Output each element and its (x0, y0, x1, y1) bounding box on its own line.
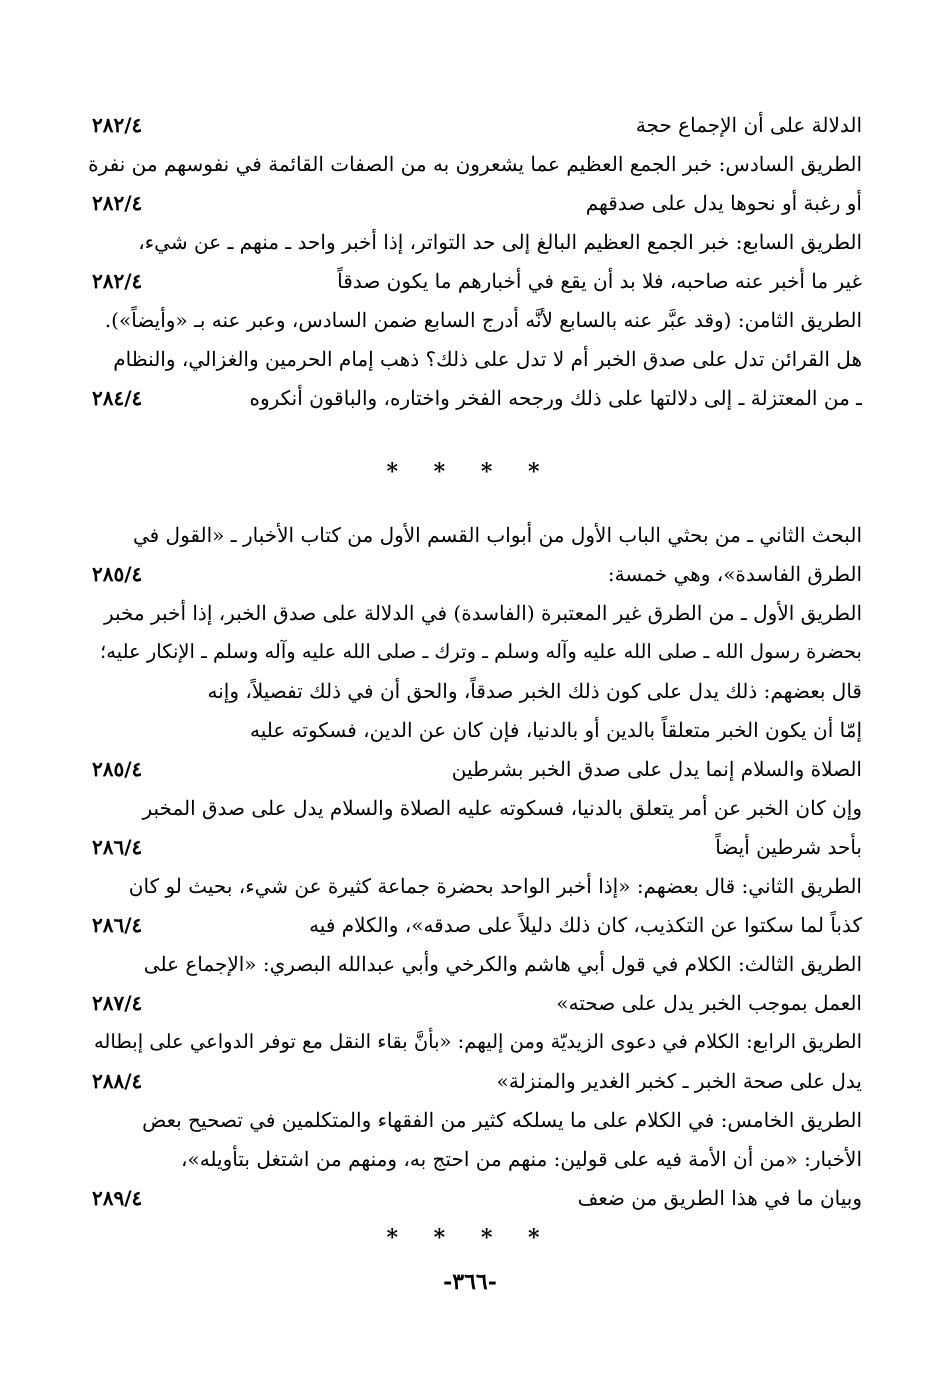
text-line (82, 983, 862, 1023)
line-text: الطريق السادس: خبر الجمع العظيم عما يشعرون به من الصفات القائمة في نفوسهم من نفرة (88, 152, 862, 176)
line-text: إمّا أن يكون الخبر متعلقاً بالدين أو بالدنيا، فإن كان عن الدين، فسكوته عليه (250, 718, 862, 742)
line-text: الطريق الخامس: في الكلام على ما يسلكه كثير من الفقهاء والمتكلمين في تصحيح بعض (142, 1108, 862, 1132)
line-text: الصلاة والسلام إنما يدل على صدق الخبر بشرطين (451, 757, 862, 781)
line-text: ـ من المعتزلة ـ إلى دلالتها على ذلك ورجحه الفخر واختاره، والباقون أنكروه (249, 386, 862, 410)
line-text: الدلالة على أن الإجماع حجة (635, 113, 862, 137)
page-reference: ٢٨٥/٤ (92, 757, 143, 781)
line-text: غير ما أخبر عنه صاحبه، فلا بد أن يقع في أخبارهم ما يكون صدقاً (337, 269, 862, 293)
text-line (82, 378, 862, 418)
page-reference: ٢٨٧/٤ (92, 991, 143, 1015)
text-line (82, 827, 862, 867)
text-line (82, 144, 862, 184)
text-line (82, 671, 862, 711)
page-reference: ٢٨٢/٤ (92, 113, 143, 137)
line-text: الطريق السابع: خبر الجمع العظيم البالغ إلى حد التواتر، إذا أخبر واحد ـ منهم ـ عن شيء، (138, 230, 862, 254)
text-line (82, 1061, 862, 1101)
line-text: وإن كان الخبر عن أمر يتعلق بالدنيا، فسكوته عليه الصلاة والسلام يدل على صدق المخبر (142, 796, 862, 820)
page-number: -٣٦٦- (443, 1269, 497, 1295)
line-text: هل القرائن تدل على صدق الخبر أم لا تدل على ذلك؟ ذهب إمام الحرمين والغزالي، والنظام (113, 347, 862, 371)
line-text: العمل بموجب الخبر يدل على صحته» (556, 991, 862, 1015)
text-line (82, 710, 862, 750)
page-reference: ٢٨٨/٤ (92, 1069, 143, 1093)
line-text: الطريق الثامن: (وقد عبَّر عنه بالسابع لأنَّه أدرج السابع ضمن السادس، وعبر عنه بـ «وأيضاً»). (104, 308, 862, 332)
line-text: أو رغبة أو نحوها يدل على صدقهم (585, 191, 862, 215)
text-line (82, 300, 862, 340)
page-reference: ٢٨٩/٤ (92, 1186, 143, 1210)
separator-stars-1: * * * * (386, 459, 554, 485)
text-line (82, 749, 862, 789)
text-line (82, 515, 862, 555)
text-line (82, 105, 862, 145)
line-text: بأحد شرطين أيضاً (715, 835, 862, 859)
text-line (82, 1178, 862, 1218)
text-line (82, 183, 862, 223)
line-text: الطرق الفاسدة»، وهي خمسة: (607, 562, 862, 586)
text-line (82, 1022, 862, 1062)
text-line (82, 1100, 862, 1140)
line-text: الطريق الثاني: قال بعضهم: «إذا أخبر الواحد بحضرة جماعة كثيرة عن شيء، بحيث لو كان (128, 874, 862, 898)
separator-stars-2: * * * * (386, 1225, 554, 1251)
line-text: وبيان ما في هذا الطريق من ضعف (577, 1186, 862, 1210)
text-line (82, 632, 862, 672)
text-line (82, 261, 862, 301)
line-text: كذباً لما سكتوا عن التكذيب، كان ذلك دليلاً على صدقه»، والكلام فيه (309, 913, 862, 937)
text-line (82, 593, 862, 633)
page-reference: ٢٨٤/٤ (92, 386, 143, 410)
page-reference: ٢٨٦/٤ (92, 835, 143, 859)
page-reference: ٢٨٢/٤ (92, 191, 143, 215)
text-line (82, 1139, 862, 1179)
text-line (82, 554, 862, 594)
line-text: قال بعضهم: ذلك يدل على كون ذلك الخبر صدقاً، والحق أن في ذلك تفصيلاً، وإنه (207, 679, 862, 703)
line-text: الطريق الثالث: الكلام في قول أبي هاشم والكرخي وأبي عبدالله البصري: «الإجماع على (143, 952, 862, 976)
page-reference: ٢٨٦/٤ (92, 913, 143, 937)
line-text: بحضرة رسول الله ـ صلى الله عليه وآله وسلم ـ وترك ـ صلى الله عليه وآله وسلم ـ الإنكار عليه؛ (100, 640, 862, 663)
text-line (82, 788, 862, 828)
line-text: الطريق الرابع: الكلام في دعوى الزيديّة ومن إليهم: «بأنَّ بقاء النقل مع توفر الدواعي على إبطاله (93, 1030, 862, 1053)
text-line (82, 866, 862, 906)
text-line (82, 944, 862, 984)
line-text: البحث الثاني ـ من بحثي الباب الأول من أبواب القسم الأول من كتاب الأخبار ـ «القول في (132, 523, 862, 547)
line-text: الأخبار: «من أن الأمة فيه على قولين: منهم من احتج به، ومنهم من اشتغل بتأويله»، (181, 1147, 862, 1171)
text-line (82, 222, 862, 262)
page-reference: ٢٨٢/٤ (92, 269, 143, 293)
page-reference: ٢٨٥/٤ (92, 562, 143, 586)
line-text: يدل على صحة الخبر ـ كخبر الغدير والمنزلة» (496, 1069, 862, 1093)
text-line (82, 339, 862, 379)
line-text: الطريق الأول ـ من الطرق غير المعتبرة (الفاسدة) في الدلالة على صدق الخبر، إذا أخبر مخبر (103, 601, 862, 625)
text-line (82, 905, 862, 945)
